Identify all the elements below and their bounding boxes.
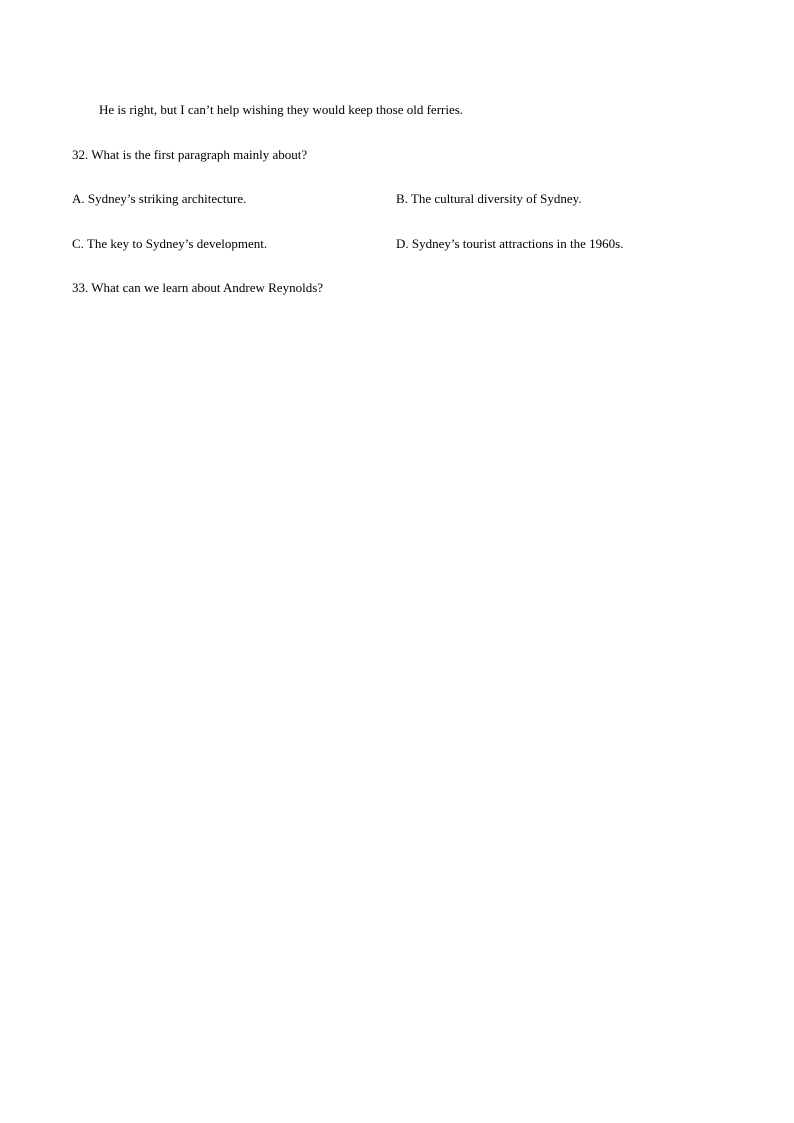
passage-closing-line: He is right, but I can’t help wishing they would keep those old ferries. xyxy=(99,102,464,117)
question-32-option-d: D. Sydney’s tourist attractions in the 1960s. xyxy=(396,236,624,251)
question-32-option-c: C. The key to Sydney’s development. xyxy=(72,236,268,251)
question-32-stem: 32. What is the first paragraph mainly about? xyxy=(72,147,308,162)
question-33-stem: 33. What can we learn about Andrew Reynolds? xyxy=(72,280,324,295)
question-32-option-b: B. The cultural diversity of Sydney. xyxy=(396,191,582,206)
question-32-option-a: A. Sydney’s striking architecture. xyxy=(72,191,247,206)
